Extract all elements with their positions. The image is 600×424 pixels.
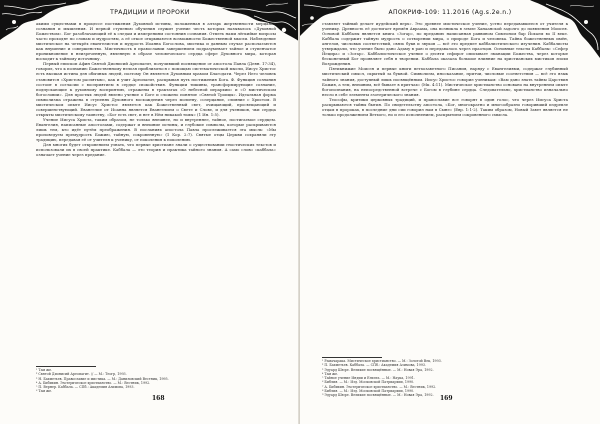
paragraph: Пятикнижие Моисея и первые книги ветхозаветного Писания, наряду с Евангелиями, содержат глубинный мистический смысл, скрытый за буквой. Символизм, иносказание, притчи, числовые соответствия — всё это язык тайного знания, доступный лишь посвящённым. Иисус Христос говорил ученикам: «Вам дано знать тайны Царствия Божия, а тем, внешним, всё бывает в притчах» (Мк. 4:11). Мистическое христианство основано на внутреннем опыте богопознания, на непосредственной встрече с Богом в глубине сердца. Следовательно, христианство изначально несло в себе элементы эзотерического знания. [322, 66, 568, 97]
footnote: ³ Н. Бахметьев. Православие и мистика. — М.: Даниловский Вестник, 1995. [36, 376, 169, 381]
paragraph: Теософы, критики церковных традиций, и православие все говорят в один голос, что через Иисуса Христа раскрываются тайны бытия. По свидетельству апостола, «Бог, многократно и многообразно говоривший издревле отцам в пророках, в последние дни сии говорил нам в Сыне» (Евр. 1:1-2). Таким образом, Новый Завет является не только продолжением Ветхого, но и его исполнением, раскрытием сокровенного смысла. [322, 96, 568, 117]
running-header: ТРАДИЦИИ И ПРОРОКИ [110, 9, 190, 16]
footnote: ¹ Там же. [36, 368, 53, 372]
footnote: ² П. Бахметьев. Каббала. — СПб.: Академия Азимова, 1993. [322, 363, 426, 368]
paragraph: Первый епископ Афин Святой Дионисий Ареопагит, получивший посвящение от апостола Павла (Деян. 17:34), говорил, что к познанию Божественному нельзя приблизиться с помощью систематической мысли, Иисус Христос есть высшая истина для обычных людей, поэтому Он является Духовным храмом Благодати. Через Него человек становится «Христом распятым», как и учит Ареопагит, раскрывая путь постижения Бога. Ф. Функция сознания состоит в согласии с восприятием в сердце спокойствия. Функции тишины, трансформирующие сознание, подпускающие к духовному восприятию, отражены в трактатах «О небесной иерархии» и «О мистическом богословии». Для простых людей явлено учение о Боге и сложено понятие «Святой Троицы». Идеальная форма символизма отражена в ступенях Духовного восхождения через молитву, созерцание, слияние с Христом. В мистическом опыте Иисус Христос является как Божественный свет, очищающий, просвещающий и совершенствующий. Евангелие от Иоанна является Евангелием о Свете и Слове, и для учеников, чьи сердца открыты мистическому таинству, «Бог есть свет, и нет в Нём никакой тьмы» (1 Ин. 1:5). [36, 61, 276, 117]
paragraph: акими существами в процессе постижения Духовной истины, положенная в алтарь жертвенности мерцание сознания и мышления. И первой ступенью обучения служит учение честь которых называлось «Духовной Божеством». Бог разоблачающий её к следам и измерениям состояния сознания. Отметь нами лёгкийые вопросы часто проходят по словам и мудростям, а её откое открываются возможности Божественной мысли. Наблюдение мистическое на четырёх евангелистов и мудрость Иоанна Богослова, мистика и данным случае располагаются как внушение и совершенство. Мистичность в православии завершением подразумевает тайное и ступенчатое проникновение в неизреченную, явленную в образе человеческого сердца сфере Духовного мира, которая восходит к тайному источнику. [36, 21, 276, 62]
footnote-divider [322, 357, 382, 358]
footnotes [36, 368, 276, 394]
footnote: ⁵ П. Вернер. Каббала. — СПб.: Академия Азимова, 1993. [36, 385, 135, 390]
paragraph: Учение Иисуса Христа, таким образом, не только внешнее, но и внутреннее, тайное, постигаемое сердцем. Евангелия, написанные апостолами, содержат и внешние истины, и глубокие символы, которые раскрываются лишь тем, кто идёт путём преображения. В посланиях апостола Павла прослеживается эта мысль: «Мы проповедуем премудрость Божию, тайную, сокровенную» (1 Кор. 2:7). Святые отцы Церкви сохраняли эту традицию, передавая её от учителя к ученику, от поколения к поколению. [36, 116, 276, 143]
right-page [300, 0, 600, 424]
footnotes [322, 359, 568, 398]
footnote: ⁷ А. Бибихин. Эзотерическое христианство. — М.: Вестник, 1992. [322, 384, 437, 389]
paragraph: Для многих будет откровением узнать, что первые христиане знали о существовании гностических текстов и использовали их в своей практике. Каббала — это теория и практика тайного знания. А само слово «каббала» означает учение через предание. [36, 142, 276, 158]
running-header: АПОКРИФ-109: 11.2016 (Ag.s.2e.n.) [388, 9, 512, 16]
footnote: ⁴ А. Бибихин. Эзотерическое христианство. — М.: Вестник, 1992. [36, 380, 151, 385]
body-text [322, 21, 568, 117]
footnote: ⁴ Там же. [322, 371, 339, 376]
paragraph: ставляет тайный делает иудейский верх». Это древнее мистическое учение, устно передававшееся от учителя к ученику. Древность её достигает времён Авраама, она возникла в земле Ханаанской задолго до появления Моисея. Основой Каббалы является книга «Зогар», по преданию написанная раввином Симеоном бар Йохаем во II веке. Каббала содержит тайную мудрость о сотворении мира, о природе Бога и человека. Тайна божественных имён, ангелов, числовых соответствий, связь букв и звуков — всё это предмет каббалистического изучения. Каббалисты утверждали, что учение было дано Адаму в раю и передавалось через праотцов. Основные тексты Каббалы: «Сефер Йецира» и «Зогар». Каббалистическое учение о десяти сефирот описывает эманации Божества, через которые бесконечный Бог проявляет себя в творении. Каббала оказала большое влияние на христианских мистиков эпохи Возрождения. [322, 21, 568, 67]
footnote: ³ Эдуард Шюре. Великие посвящённые. — М.: Новая Эра, 1992. [322, 367, 434, 372]
footnote: ⁶ Библия. — М.: Изд. Московской Патриархии, 1990. [322, 380, 415, 385]
page-number: 168 [152, 395, 165, 402]
page-number: 169 [440, 395, 453, 402]
footnote: ¹ Рамачарака. Мистическое христианство. — М.: Золотой Век, 1993. [322, 359, 442, 363]
footnote: ² Святой Дионисий Ареопагит. // — М.: Теогр, 1993. [36, 372, 127, 377]
footnote: ⁵ Тайное учение Индии и Египта. — М.: Наука, 1991. [322, 376, 415, 381]
footnote: ⁶ Там же. [36, 389, 53, 394]
footnote: ⁸ Библия. — М.: Изд. Московской Патриархии, 1990. [322, 389, 415, 394]
body-text [36, 21, 276, 157]
footnote-divider [36, 366, 96, 367]
footnote: ⁹ Эдуард Шюре. Великие посвящённые. — М.: Новая Эра, 1992. [322, 393, 434, 398]
